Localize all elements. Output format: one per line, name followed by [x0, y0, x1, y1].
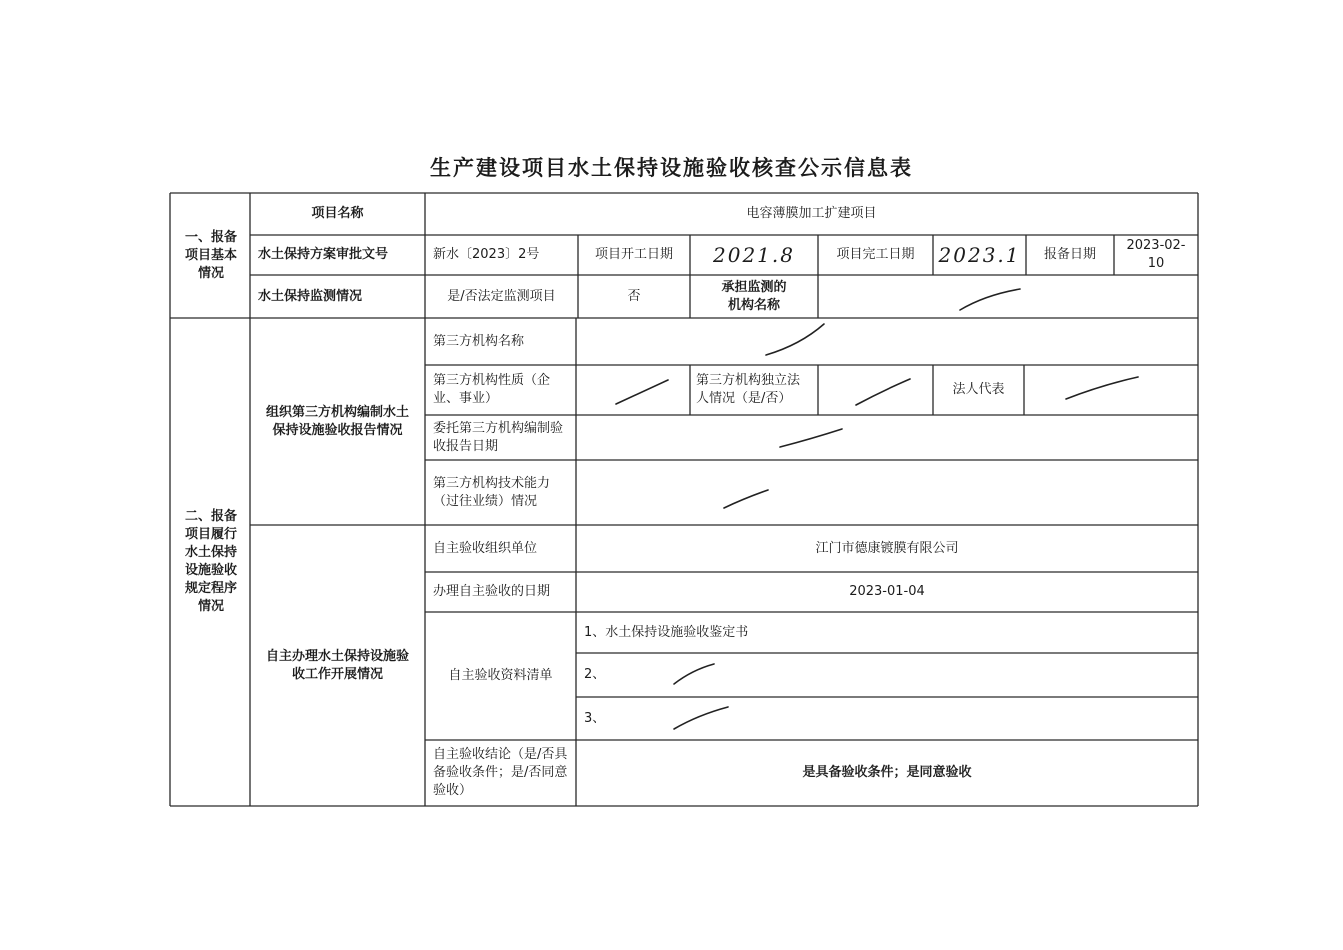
third-party-group-label: 组织第三方机构编制水土保持设施验收报告情况 — [265, 404, 409, 438]
blank-slash-mark — [1062, 373, 1142, 403]
report-date-label: 报备日期 — [1043, 247, 1096, 262]
self-group-label: 自主办理水土保持设施验收工作开展情况 — [265, 648, 409, 682]
section1-label: 一、报备项目基本情况 — [184, 229, 237, 281]
legal-rep-label: 法人代表 — [952, 382, 1005, 397]
third-party-nature-label: 第三方机构性质（企业、事业） — [433, 373, 551, 406]
materials-label: 自主验收资料清单 — [448, 668, 553, 683]
completion-date-label: 项目完工日期 — [836, 247, 915, 262]
org-unit-label: 自主验收组织单位 — [433, 540, 538, 556]
third-party-legal-label: 第三方机构独立法人情况（是/否） — [696, 373, 801, 406]
blank-slash-mark — [720, 486, 772, 512]
blank-slash-mark — [670, 703, 732, 733]
commission-date-label: 委托第三方机构编制验收报告日期 — [433, 420, 564, 454]
blank-slash-mark — [955, 285, 1025, 315]
monitor-org-label: 承担监测的机构名称 — [721, 279, 787, 313]
approval-no-value: 新水〔2023〕2号 — [433, 247, 540, 262]
completion-date-value: 2023.1 — [938, 243, 1021, 267]
materials-item: 1、水土保持设施验收鉴定书 — [584, 624, 749, 640]
conclusion-label: 自主验收结论（是/否具备验收条件；是/否同意验收） — [433, 747, 568, 798]
conclusion-value: 是具备验收条件；是同意验收 — [802, 765, 972, 780]
statutory-value: 否 — [627, 288, 641, 304]
blank-slash-mark — [670, 660, 718, 688]
project-name-value: 电容薄膜加工扩建项目 — [746, 206, 877, 221]
org-unit-value: 江门市德康镀膜有限公司 — [815, 540, 959, 556]
third-party-name-label: 第三方机构名称 — [433, 333, 525, 349]
start-date-value: 2021.8 — [713, 243, 795, 267]
report-date-value: 2023-02-10 — [1126, 238, 1186, 271]
page-title: 生产建设项目水土保持设施验收核查公示信息表 — [430, 155, 913, 180]
start-date-label: 项目开工日期 — [594, 247, 673, 262]
blank-slash-mark — [776, 425, 846, 451]
materials-item: 3、 — [584, 710, 606, 726]
handle-date-label: 办理自主验收的日期 — [433, 584, 551, 599]
capability-label: 第三方机构技术能力（过往业绩）情况 — [433, 475, 551, 509]
blank-slash-mark — [760, 320, 830, 360]
blank-slash-mark — [852, 375, 914, 409]
section2-label: 二、报备项目履行水土保持设施验收规定程序情况 — [184, 509, 237, 614]
handle-date-value: 2023-01-04 — [849, 584, 925, 599]
materials-item: 2、 — [584, 667, 606, 682]
blank-slash-mark — [612, 376, 672, 408]
project-name-label: 项目名称 — [311, 206, 364, 221]
monitoring-label: 水土保持监测情况 — [258, 288, 363, 304]
approval-no-label: 水土保持方案审批文号 — [258, 247, 389, 262]
statutory-label: 是/否法定监测项目 — [447, 288, 556, 304]
